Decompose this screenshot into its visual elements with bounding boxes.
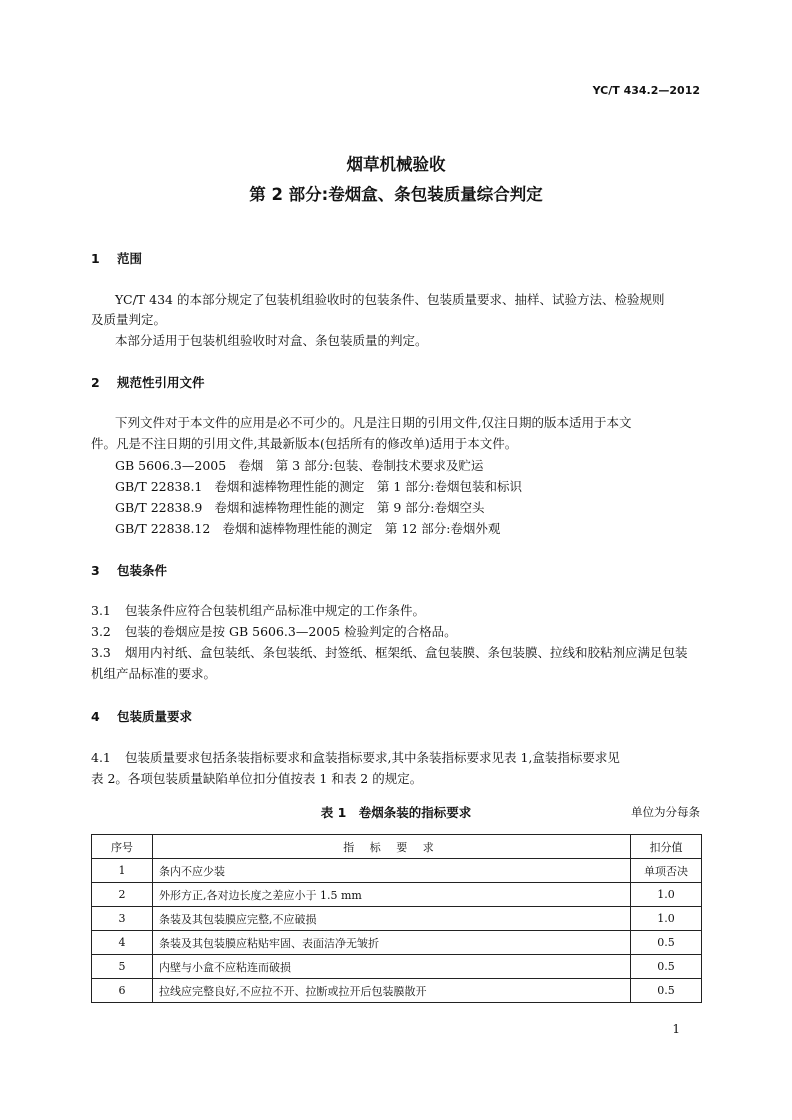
- clause-number: 4.1: [91, 750, 111, 765]
- clause-number: 3.1: [91, 603, 111, 618]
- section-number: 2: [91, 375, 100, 390]
- row-number: 3: [92, 907, 153, 931]
- section-2-paragraph-line: 件。凡是不注日期的引用文件,其最新版本(包括所有的修改单)适用于本文件。: [91, 436, 518, 451]
- table-row: [92, 979, 702, 1003]
- table-header-row: [92, 835, 702, 859]
- row-requirement: 条装及其包装膜应完整,不应破损: [153, 907, 631, 931]
- section-1-heading: [91, 249, 142, 267]
- clause-3-2: [91, 622, 457, 640]
- section-1-paragraph-line: YC/T 434 的本部分规定了包装机组验收时的包装条件、包装质量要求、抽样、试验方法、检验规则: [115, 292, 665, 307]
- section-1-paragraph-line: 及质量判定。: [91, 312, 167, 327]
- column-header-requirement: 指 标 要 求: [153, 835, 631, 859]
- reference-code: GB 5606.3—2005: [115, 458, 227, 473]
- requirements-table: [91, 834, 702, 1003]
- clause-text: 烟用内衬纸、盒包装纸、条包装纸、封签纸、框架纸、盒包装膜、条包装膜、拉线和胶粘剂应满足包装: [125, 645, 688, 660]
- section-number: 1: [91, 251, 100, 266]
- section-2-heading: [91, 373, 205, 391]
- table-unit: 单位为分每条: [631, 805, 700, 819]
- section-title: 包装质量要求: [117, 709, 193, 724]
- document-subtitle: 第 2 部分:卷烟盒、条包装质量综合判定: [249, 185, 543, 204]
- clause-text: 包装的卷烟应是按 GB 5606.3—2005 检验判定的合格品。: [125, 624, 457, 639]
- reference-code: GB/T 22838.12: [115, 521, 211, 536]
- table-row: [92, 907, 702, 931]
- clause-number: 3.2: [91, 624, 111, 639]
- reference-code: GB/T 22838.9: [115, 500, 203, 515]
- column-header-number: 序号: [92, 835, 153, 859]
- row-score: 0.5: [631, 931, 702, 955]
- table-row: [92, 883, 702, 907]
- section-number: 3: [91, 563, 100, 578]
- row-requirement: 外形方正,各对边长度之差应小于 1.5 mm: [153, 883, 631, 907]
- reference-item: [115, 519, 500, 537]
- row-number: 4: [92, 931, 153, 955]
- row-number: 5: [92, 955, 153, 979]
- reference-title: 卷烟 第 3 部分:包装、卷制技术要求及贮运: [238, 458, 484, 473]
- clause-text: 包装质量要求包括条装指标要求和盒装指标要求,其中条装指标要求见表 1,盒装指标要求见: [125, 750, 620, 765]
- reference-item: [115, 477, 522, 495]
- table-row: [92, 955, 702, 979]
- row-requirement: 条内不应少装: [153, 859, 631, 883]
- section-1-paragraph-2: 本部分适用于包装机组验收时对盒、条包装质量的判定。: [115, 333, 428, 348]
- row-number: 6: [92, 979, 153, 1003]
- reference-item: [115, 456, 483, 474]
- row-requirement: 条装及其包装膜应粘贴牢固、表面洁净无皱折: [153, 931, 631, 955]
- table-row: [92, 931, 702, 955]
- page-number: 1: [672, 1022, 680, 1036]
- row-number: 2: [92, 883, 153, 907]
- table-row: [92, 859, 702, 883]
- reference-code: GB/T 22838.1: [115, 479, 203, 494]
- row-score: 1.0: [631, 883, 702, 907]
- clause-3-1: [91, 601, 425, 619]
- table-caption: 表 1 卷烟条装的指标要求: [320, 805, 472, 820]
- section-number: 4: [91, 709, 100, 724]
- column-header-score: 扣分值: [631, 835, 702, 859]
- clause-4-1: [91, 748, 620, 766]
- clause-3-3-continuation: 机组产品标准的要求。: [91, 666, 217, 681]
- clause-3-3: [91, 643, 688, 661]
- reference-title: 卷烟和滤棒物理性能的测定 第 12 部分:卷烟外观: [222, 521, 501, 536]
- section-4-heading: [91, 707, 192, 725]
- standard-code: YC/T 434.2—2012: [592, 84, 700, 97]
- row-score: 0.5: [631, 979, 702, 1003]
- row-requirement: 拉线应完整良好,不应拉不开、拉断或拉开后包装膜散开: [153, 979, 631, 1003]
- clause-4-1-continuation: 表 2。各项包装质量缺陷单位扣分值按表 1 和表 2 的规定。: [91, 771, 423, 786]
- clause-text: 包装条件应符合包装机组产品标准中规定的工作条件。: [125, 603, 426, 618]
- row-number: 1: [92, 859, 153, 883]
- row-score: 1.0: [631, 907, 702, 931]
- section-title: 包装条件: [117, 563, 168, 578]
- row-score: 单项否决: [631, 859, 702, 883]
- row-requirement: 内壁与小盒不应粘连而破损: [153, 955, 631, 979]
- reference-title: 卷烟和滤棒物理性能的测定 第 9 部分:卷烟空头: [214, 500, 485, 515]
- clause-number: 3.3: [91, 645, 111, 660]
- reference-title: 卷烟和滤棒物理性能的测定 第 1 部分:卷烟包装和标识: [214, 479, 523, 494]
- section-3-heading: [91, 561, 167, 579]
- section-2-paragraph-line: 下列文件对于本文件的应用是必不可少的。凡是注日期的引用文件,仅注日期的版本适用于本文: [115, 415, 632, 430]
- reference-item: [115, 498, 485, 516]
- section-title: 范围: [117, 251, 143, 266]
- document-title: 烟草机械验收: [346, 155, 446, 174]
- section-title: 规范性引用文件: [117, 375, 205, 390]
- row-score: 0.5: [631, 955, 702, 979]
